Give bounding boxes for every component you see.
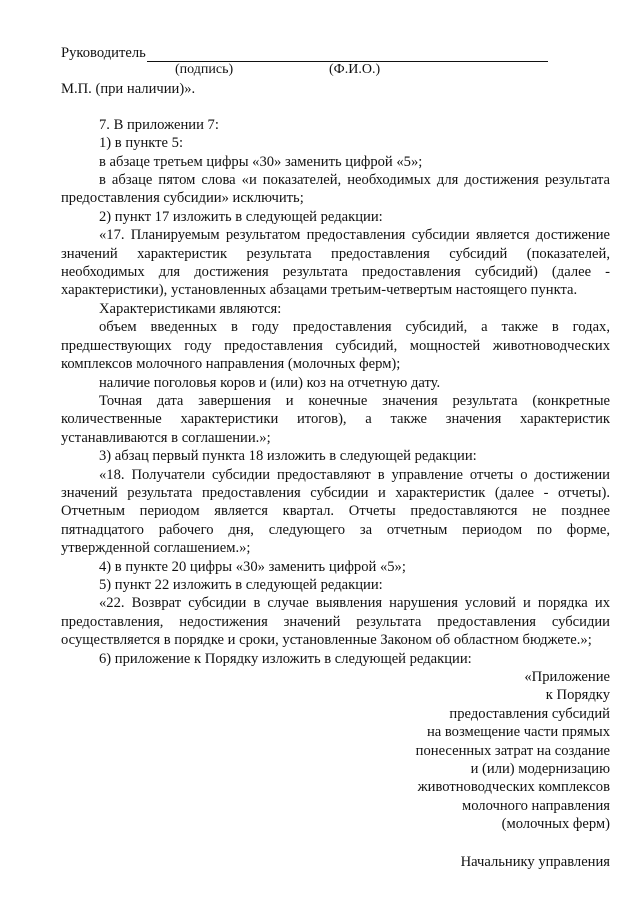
stamp-note: М.П. (при наличии)». — [61, 81, 196, 98]
point-2: 2) пункт 17 изложить в следующей редакции: — [99, 208, 383, 225]
signature-captions — [61, 62, 610, 80]
appendix-line: к Порядку — [545, 687, 610, 704]
document-page — [61, 44, 610, 871]
point-2-text: «17. Планируемым результатом предоставления субсидии является достижение значений характеристик результата предоставления субсидий (показателей, необходимых для достижения результата предоставления субсидий) (далее - характеристики), установленных абзацами третьим-четвертым настоящего пункта. — [61, 227, 610, 299]
appendix-line: «Приложение — [524, 669, 610, 685]
point-3: 3) абзац первый пункта 18 изложить в следующей редакции: — [99, 448, 477, 465]
signature-underline — [147, 48, 548, 62]
point-5: 5) пункт 22 изложить в следующей редакции: — [99, 576, 383, 593]
appendix-line: предоставления субсидий — [449, 705, 610, 722]
point-4: 4) в пункте 20 цифры «30» заменить цифрой «5»; — [99, 558, 406, 575]
appendix-line: молочного направления — [461, 797, 610, 814]
signature-line — [61, 44, 610, 62]
caption-fio: (Ф.И.О.) — [329, 62, 381, 78]
characteristics-item-1: объем введенных в году предоставления субсидий, а также в годах, предшествующих году предоставления субсидий, мощностей животноводческих комплексов молочного направления (молочных ферм); — [61, 319, 610, 373]
point-1-paragraph-a: в абзаце третьем цифры «30» заменить цифрой «5»; — [99, 153, 423, 170]
addressee: Начальнику управления — [460, 853, 610, 870]
point-1-paragraph-b: в абзаце пятом слова «и показателей, необходимых для достижения результата предоставления субсидии» исключить; — [61, 172, 610, 207]
characteristics-item-2: наличие поголовья коров и (или) коз на отчетную дату. — [99, 374, 441, 391]
item-7-heading: 7. В приложении 7: — [99, 116, 219, 133]
point-1: 1) в пункте 5: — [99, 135, 184, 152]
characteristics-intro: Характеристиками являются: — [99, 300, 282, 317]
characteristics-item-3: Точная дата завершения и конечные значения результата (конкретные количественные характеристики итогов), а также значения характеристик устанавливаются в соглашении.»; — [61, 392, 610, 446]
appendix-line: (молочных ферм) — [501, 816, 610, 833]
point-5-text: «22. Возврат субсидии в случае выявления нарушения условий и порядка их предоставления, недостижения значений результата предоставления субсидии осуществляется в порядке и сроки, установленные Законом об областном бюджете.»; — [61, 595, 610, 649]
appendix-header — [61, 668, 610, 871]
point-6: 6) приложение к Порядку изложить в следующей редакции: — [99, 650, 472, 667]
appendix-line: животноводческих комплексов — [417, 779, 610, 796]
appendix-line: и (или) модернизацию — [470, 761, 610, 778]
caption-signature: (подпись) — [175, 62, 234, 78]
point-3-text: «18. Получатели субсидии предоставляют в управление отчеты о достижении значений результата предоставления субсидии и характеристик (далее - отчеты). Отчетным периодом является квартал. Отчеты предоставляются не позднее пятнадцатого рабочего дня, следующего за отчетным периодом по форме, утвержденной соглашением.»; — [61, 466, 610, 557]
head-label: Руководитель — [61, 45, 146, 61]
appendix-line: на возмещение части прямых — [426, 724, 610, 741]
appendix-line: понесенных затрат на создание — [415, 742, 610, 759]
